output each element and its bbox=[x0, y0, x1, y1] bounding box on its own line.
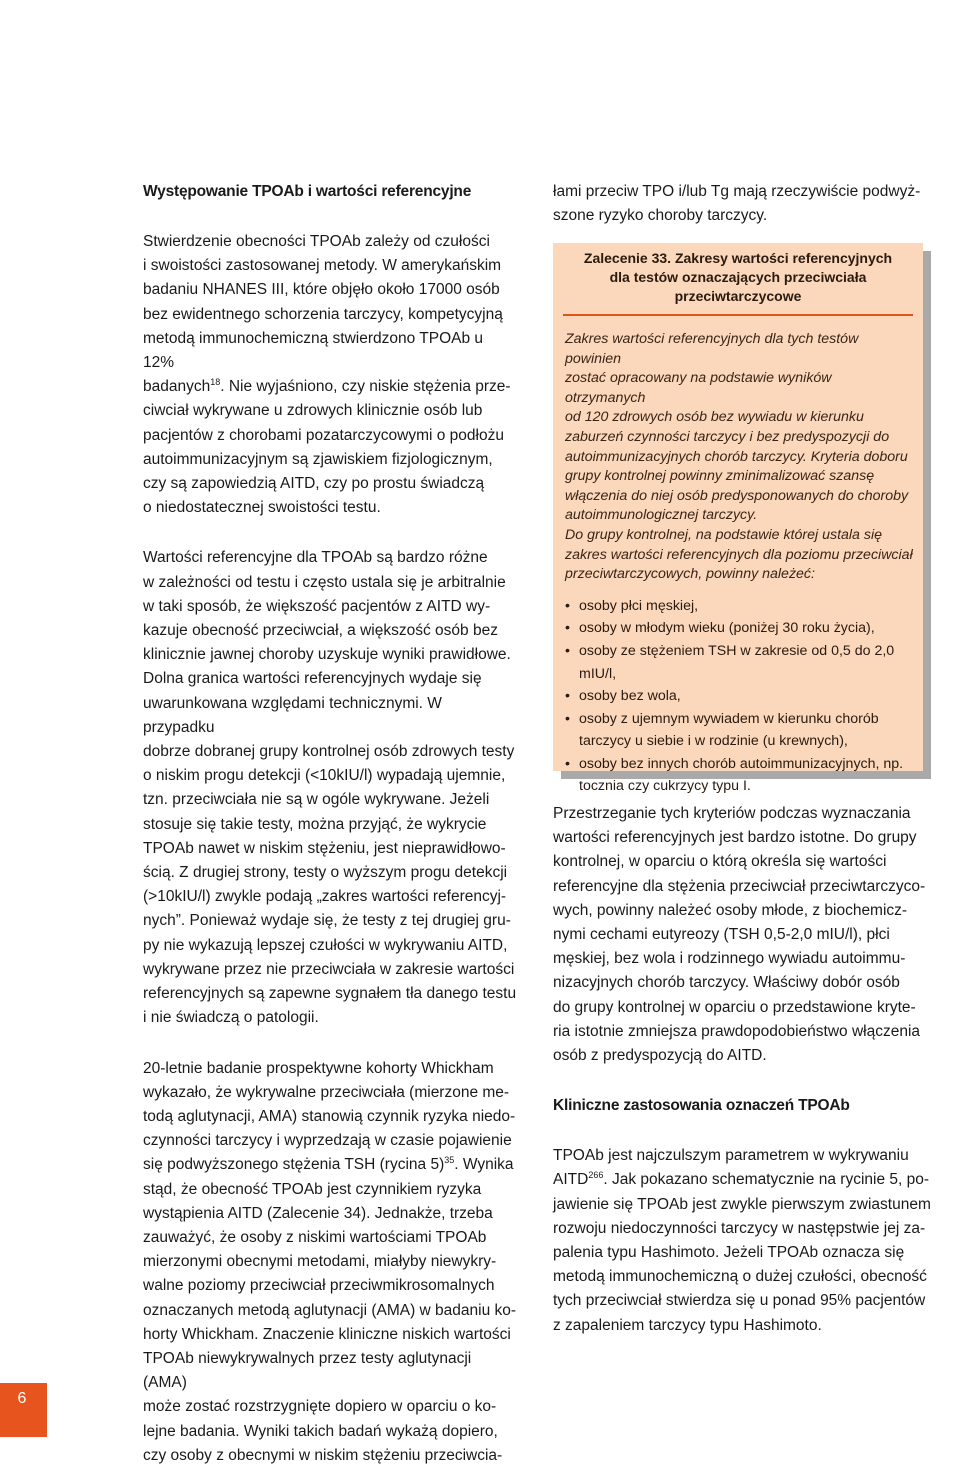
text-line: nizacyjnych chorób tarczycy. Właściwy dobór osób bbox=[553, 974, 900, 992]
text-line: nymi cechami eutyreozy (TSH 0,5-2,0 mIU/l), płci bbox=[553, 926, 890, 944]
reference-superscript: 35 bbox=[444, 1155, 455, 1166]
list-item: • osoby w młodym wieku (poniżej 30 roku życia), bbox=[565, 617, 913, 640]
text-line: wykrywane przez nie przeciwciała w zakresie wartości bbox=[143, 960, 515, 978]
text-line: lejne badania. Wyniki takich badań wykażą dopiero, bbox=[143, 1422, 498, 1440]
text-line: Przestrzeganie tych kryteriów podczas wyznaczania bbox=[553, 805, 911, 822]
text-line: w zależności od testu i często ustala się je arbitralnie bbox=[143, 573, 506, 591]
text-line: w taki sposób, że większość pacjentów z AITD wy- bbox=[143, 597, 491, 615]
text-line: wartości referencyjnych jest bardzo istotne. Do grupy bbox=[553, 829, 917, 847]
text-line: i swoistości zastosowanej metody. W amerykańskim bbox=[143, 257, 502, 275]
text-line: ciwciał wykrywane u zdrowych klinicznie osób lub bbox=[143, 402, 483, 420]
text-line: TPOAb nawet w niskim stężeniu, jest nieprawidłowo- bbox=[143, 839, 506, 857]
text-line: Wartości referencyjne dla TPOAb są bardzo różne bbox=[143, 549, 488, 567]
text-line: się podwyższonego stężenia TSH (rycina 5) bbox=[143, 1156, 445, 1174]
text-line: zaburzeń czynności tarczycy i bez predyspozycji do bbox=[565, 428, 890, 445]
text-line: męskiej, bez wola i rodzinnego wywiadu autoimmu- bbox=[553, 950, 906, 968]
paragraph-2 bbox=[143, 546, 517, 1030]
criteria-list bbox=[553, 595, 923, 798]
text-line: ria istotnie zmniejsza prawdopodobieństwo włączenia bbox=[553, 1022, 921, 1040]
text-line: rozwoju niedoczynności tarczycy w następstwie jej za- bbox=[553, 1219, 926, 1237]
text-line: zostać opracowany na podstawie wyników otrzymanych bbox=[565, 370, 832, 406]
text-line: klinicznie jawnej choroby uzyskuje wyniki prawidłowe. bbox=[143, 646, 511, 664]
text-line: od 120 zdrowych osób bez wywiadu w kierunku bbox=[565, 409, 864, 426]
text-line: Do grupy kontrolnej, na podstawie której ustala się bbox=[565, 526, 883, 543]
list-item: • osoby ze stężeniem TSH w zakresie od 0,5 do 2,0 mIU/l, bbox=[565, 640, 913, 685]
text-line: dobrze dobranej grupy kontrolnej osób zdrowych testy bbox=[143, 743, 515, 761]
text-line: pacjentów z chorobami pozatarczycowymi o podłożu bbox=[143, 426, 504, 444]
text-line: metodą immunochemiczną stwierdzono TPOAb u 12% bbox=[143, 329, 484, 372]
continuation-paragraph bbox=[553, 180, 933, 228]
text-line: i nie świadczą o patologii. bbox=[143, 1009, 319, 1027]
text-line: wykazało, że wykrywalne przeciwciała (mierzone me- bbox=[143, 1083, 510, 1101]
text-line: nych”. Ponieważ wydaje się, że testy z tej drugiej gru- bbox=[143, 912, 511, 930]
text-line: o niskim progu detekcji (<10kIU/l) wypadają ujemnie, bbox=[143, 767, 506, 785]
list-item: • osoby bez wola, bbox=[565, 685, 913, 708]
text-line: łami przeciw TPO i/lub Tg mają rzeczywiście podwyż- bbox=[553, 183, 921, 200]
reference-superscript: 266 bbox=[588, 1170, 604, 1181]
text-line: kontrolnej, w oparciu o którą określa się wartości bbox=[553, 853, 887, 871]
text-line: referencyjne dla stężenia przeciwciał przeciwtarczyco- bbox=[553, 877, 926, 895]
text-line: tzn. przeciwciała nie są w ogóle wykrywane. Jeżeli bbox=[143, 791, 490, 809]
text-line: . Wynika bbox=[454, 1156, 514, 1174]
text-line: referencyjnych są zapewne sygnałem tła danego testu bbox=[143, 985, 517, 1003]
text-line: Stwierdzenie obecności TPOAb zależy od czułości bbox=[143, 233, 490, 250]
list-item: • osoby z ujemnym wywiadem w kierunku chorób tarczycy u siebie i w rodzinie (u krewnych), bbox=[565, 708, 913, 753]
text-line: . Nie wyjaśniono, czy niskie stężenia prze- bbox=[220, 378, 511, 396]
recommendation-title-line: Zakresy wartości referencyjnych bbox=[671, 250, 893, 266]
recommendation-body bbox=[553, 316, 923, 585]
text-line: ścią. Z drugiej strony, testy o wyższym progu detekcji bbox=[143, 864, 508, 882]
text-line: zakres wartości referencyjnych dla poziomu przeciwciał bbox=[565, 546, 913, 563]
text-line: czy osoby z obecnymi w niskim stężeniu przeciwcia- bbox=[143, 1446, 503, 1464]
text-line: horty Whickham. Znaczenie kliniczne niskich wartości bbox=[143, 1325, 511, 1343]
paragraph-1 bbox=[143, 230, 517, 520]
text-line: uwarunkowana względami technicznymi. W przypadku bbox=[143, 694, 442, 736]
right-column-top bbox=[553, 180, 933, 228]
section-heading: Kliniczne zastosowania oznaczeń TPOAb bbox=[553, 1097, 850, 1115]
text-line: metodą immunochemiczną o dużej czułości, obecność bbox=[553, 1268, 927, 1286]
left-column bbox=[143, 180, 517, 1468]
list-item: • osoby płci męskiej, bbox=[565, 595, 913, 618]
text-line: do grupy kontrolnej w oparciu o przedstawione kryte- bbox=[553, 998, 916, 1016]
text-line: zauważyć, że osoby z niskimi wartościami TPOAb bbox=[143, 1228, 487, 1246]
text-line: mierzonymi obecnymi metodami, miałyby niewykry- bbox=[143, 1253, 497, 1271]
text-line: może zostać rozstrzygnięte dopiero w oparciu o ko- bbox=[143, 1398, 497, 1416]
recommendation-title-line: przeciwtarczycowe bbox=[674, 288, 802, 304]
text-line: walne poziomy przeciwciał przeciwmikrosomalnych bbox=[143, 1277, 495, 1295]
text-line: AITD bbox=[553, 1171, 589, 1189]
text-line: oznaczanych metodą aglutynacji (AMA) w badaniu ko- bbox=[143, 1301, 517, 1319]
text-line: czy są zapowiedzią AITD, czy po prostu świadczą bbox=[143, 475, 485, 493]
text-line: autoimmunizacyjnych chorób tarczycy. Kryteria doboru bbox=[565, 448, 908, 465]
paragraph-3 bbox=[143, 1057, 517, 1468]
text-line: kazuje obecność przeciwciał, a większość osób bez bbox=[143, 622, 498, 640]
text-line: TPOAb niewykrywalnych przez testy aglutynacji (AMA) bbox=[143, 1349, 472, 1392]
text-line: osób z predyspozycją do AITD. bbox=[553, 1047, 767, 1065]
text-line: przeciwtarczycowych, powinny należeć: bbox=[565, 566, 815, 583]
text-line: bez ewidentnego schorzenia tarczycy, kompetycyjną bbox=[143, 305, 503, 323]
text-line: z zapaleniem tarczycy typu Hashimoto. bbox=[553, 1316, 822, 1334]
text-line: badanych bbox=[143, 378, 211, 396]
text-line: . Jak pokazano schematycznie na rycinie 5, po- bbox=[603, 1171, 930, 1189]
text-line: py nie wykazują lepszej czułości w wykrywaniu AITD, bbox=[143, 936, 508, 954]
text-line: badaniu NHANES III, które objęło około 17000 osób bbox=[143, 281, 500, 299]
recommendation-number: Zalecenie 33. bbox=[583, 250, 672, 266]
text-line: TPOAb jest najczulszym parametrem w wykrywaniu bbox=[553, 1147, 909, 1165]
text-line: tych przeciwciał stwierdza się u ponad 95% pacjentów bbox=[553, 1292, 926, 1310]
text-line: Dolna granica wartości referencyjnych wydaje się bbox=[143, 670, 482, 688]
text-line: todą aglutynacji, AMA) stanowią czynnik ryzyka niedo- bbox=[143, 1107, 516, 1125]
text-line: autoimmunologicznej tarczycy. bbox=[565, 507, 758, 524]
text-line: o niedostatecznej swoistości testu. bbox=[143, 499, 381, 517]
paragraph-criteria bbox=[553, 802, 933, 1068]
text-line: wystąpienia AITD (Zalecenie 34). Jednakże, trzeba bbox=[143, 1204, 493, 1222]
recommendation-title bbox=[553, 243, 923, 306]
text-line: wych, powinny należeć osoby młode, z biochemicz- bbox=[553, 901, 908, 919]
text-line: Zakres wartości referencyjnych dla tych testów powinien bbox=[565, 331, 859, 367]
text-line: palenia typu Hashimoto. Jeżeli TPOAb oznacza się bbox=[553, 1244, 905, 1262]
right-column-bottom bbox=[553, 802, 933, 1338]
recommendation-title-line: dla testów oznaczających przeciwciała bbox=[609, 269, 867, 285]
paragraph-clinical bbox=[553, 1144, 933, 1338]
text-line: 20-letnie badanie prospektywne kohorty Whickham bbox=[143, 1059, 494, 1077]
text-line: stąd, że obecność TPOAb jest czynnikiem ryzyka bbox=[143, 1180, 482, 1198]
text-line: jawienie się TPOAb jest zwykle pierwszym zwiastunem bbox=[553, 1195, 931, 1213]
text-line: czynności tarczycy i wyprzedzają w czasie pojawienie bbox=[143, 1132, 512, 1150]
text-line: włączenia do niej osób predysponowanych do choroby bbox=[565, 487, 909, 504]
list-item: • osoby bez innych chorób autoimmunizacyjnych, np. tocznia czy cukrzycy typu I. bbox=[565, 753, 913, 798]
page-number: 6 bbox=[17, 1390, 27, 1407]
recommendation-box bbox=[553, 243, 923, 795]
text-line: stosuje się takie testy, można przyjąć, że wykrycie bbox=[143, 815, 487, 833]
text-line: (>10kIU/l) zwykle podają „zakres wartości referencyj- bbox=[143, 888, 507, 906]
section-heading: Występowanie TPOAb i wartości referencyjne bbox=[143, 183, 472, 200]
text-line: autoimmunizacyjnym są zjawiskiem fizjologicznym, bbox=[143, 450, 493, 468]
reference-superscript: 18 bbox=[210, 377, 221, 388]
text-line: szone ryzyko choroby tarczycy. bbox=[553, 207, 768, 225]
text-line: grupy kontrolnej powinny zminimalizować szansę bbox=[565, 468, 875, 485]
